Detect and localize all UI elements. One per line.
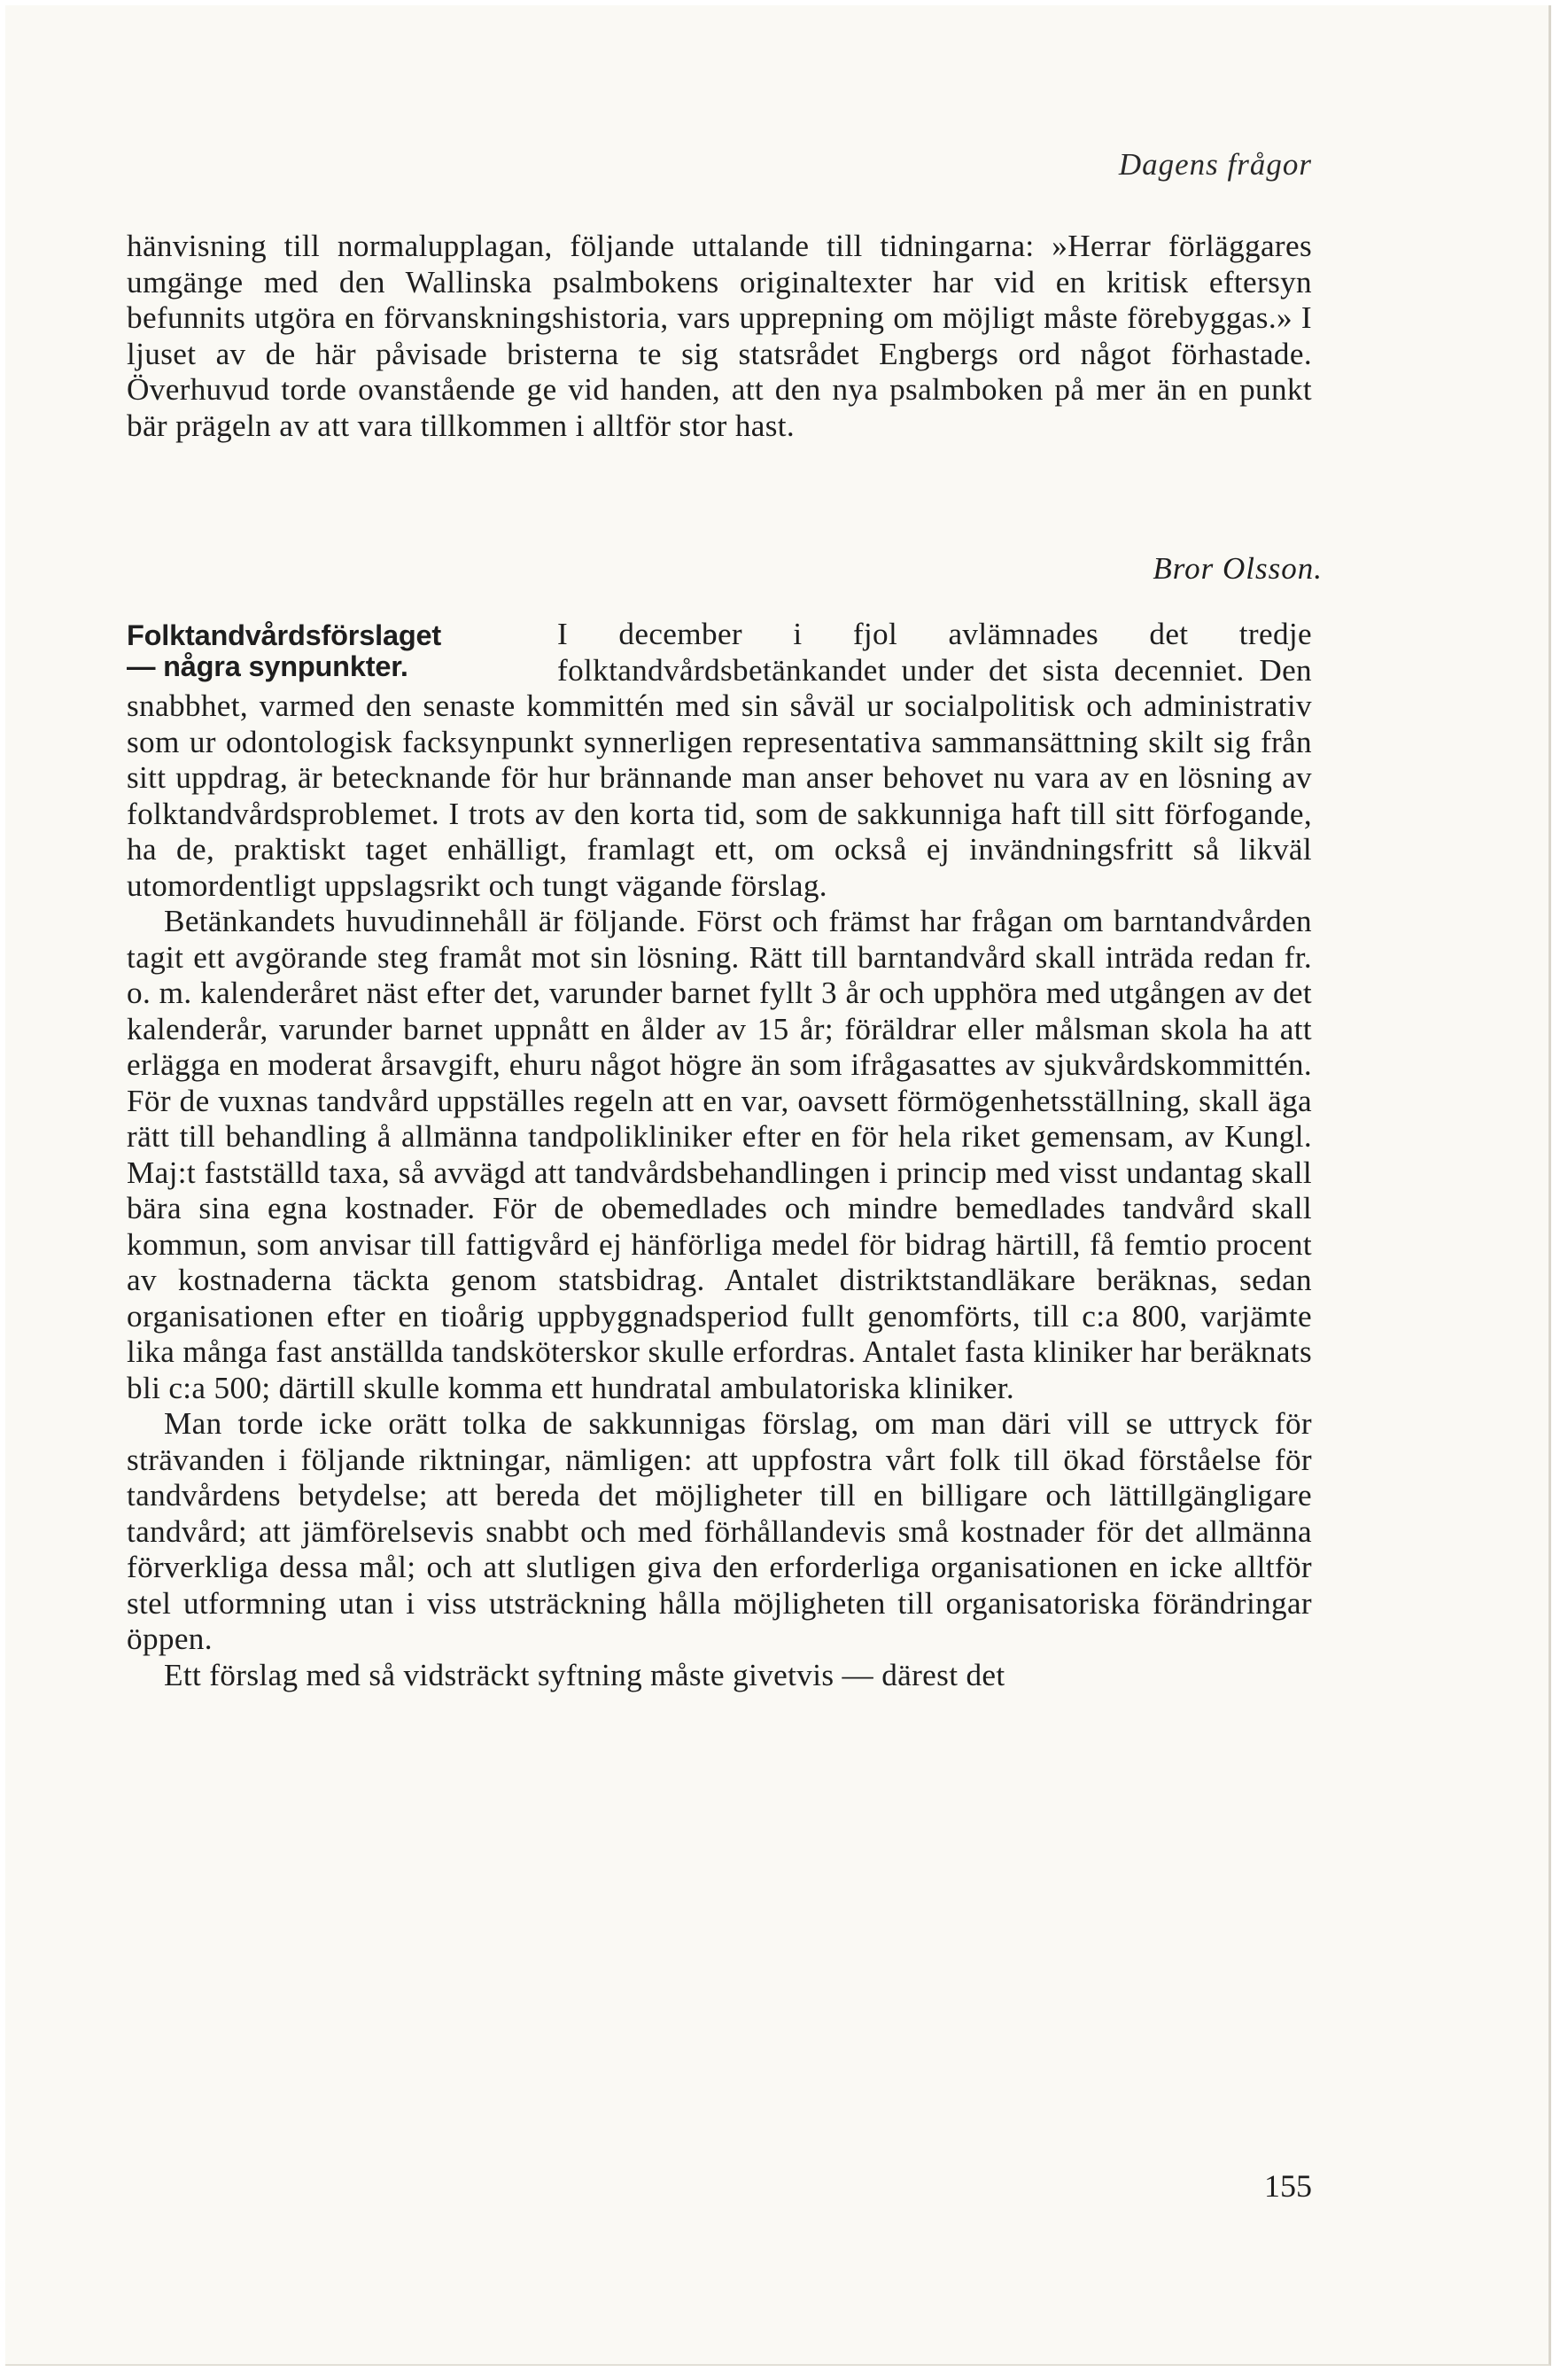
intro-paragraph xyxy=(127,229,1312,444)
rubric-line-1: Folktandvårdsförslaget xyxy=(127,619,441,651)
article-body xyxy=(127,617,1312,1693)
article-paragraph-4: Ett förslag med så vidsträckt syftning måste givetvis — därest det xyxy=(164,1657,1005,1692)
page xyxy=(5,5,1551,2366)
running-head: Dagens frågor xyxy=(1118,147,1312,182)
article-paragraph-2: Betänkandets huvudinnehåll är följande. Först och främst har frågan om barntandvården tagit ett avgörande steg framåt mot sin lösning. Rätt till barntandvård skall inträda redan fr. o. m. kalenderåret näst efter det, varunder barnet fyllt 3 år och upphöra med utgången av det kalenderår, varunder barnet uppnått en ålder av 15 år; föräldrar eller målsman skola ha att erlägga en moderat årsavgift, ehuru något högre än som ifrågasattes av sjukvårdskommittén. För de vuxnas tandvård uppställes regeln att en var, oavsett förmögenhetsställning, skall äga rätt till behandling å allmänna tandpolikliniker efter en för hela riket gemensam, av Kungl. Maj:t fastställd taxa, så avvägd att tandvårdsbehandlingen i princip med visst undantag skall bära sina egna kostnader. För de obemedlades och mindre bemedlades tandvård skall kommun, som anvisar till fattigvård ej hänförliga medel för bidrag härtill, få femtio procent av kostnaderna täckta genom statsbidrag. Antalet distriktstandläkare beräknas, sedan organisationen efter en tioårig uppbyggnadsperiod fullt genomförts, till c:a 800, varjämte lika många fast anställda tandsköterskor skulle erfordras. Antalet fasta kliniker har beräknats bli c:a 500; därtill skulle komma ett hundratal ambulatoriska kliniker. xyxy=(127,904,1312,1405)
author-signature: Bror Olsson. xyxy=(1153,551,1323,586)
intro-text: hänvisning till normalupplagan, följande uttalande till tidningarna: »Herrar förläggares umgänge med den Wallinska psalmbokens originaltexter har vid en kritisk eftersyn befunnits utgöra en förvanskningshistoria, vars upprepning om möjligt måste förebyggas.» I ljuset av de här påvisade bristerna te sig statsrådet Engbergs ord något förhastade. Överhuvud torde ovanstående ge vid handen, att den nya psalmboken på mer än en punkt bär prägeln av att vara tillkommen i alltför stor hast. xyxy=(127,229,1312,443)
article-paragraph-1: I december i fjol avlämnades det tredje folktandvårdsbetänkandet under det sista decenniet. Den snabbhet, varmed den senaste kommittén med sin såväl ur socialpolitisk och administrativ som ur odontologisk facksynpunkt synnerligen representativa sammansättning skilt sig från sitt uppdrag, är betecknande för hur brännande man anser behovet nu vara av en lösning av folktandvårdsproblemet. I trots av den korta tid, som de sakkunniga haft till sitt förfogande, ha de, praktiskt taget enhälligt, framlagt ett, om också ej invändningsfritt så likväl utomordentligt uppslagsrikt och tungt vägande förslag. xyxy=(127,617,1312,903)
article-paragraph-3: Man torde icke orätt tolka de sakkunnigas förslag, om man däri vill se uttryck för strävanden i följande riktningar, nämligen: att uppfostra vårt folk till ökad förståelse för tandvårdens betydelse; att bereda det möjligheter till en billigare och lättillgängligare tandvård; att jämförelsevis snabbt och med förhållandevis små kostnader för det allmänna förverkliga dessa mål; och att slutligen giva den erforderliga organisationen en icke alltför stel utformning utan i viss utsträckning hålla möjligheten till organisatoriska förändringar öppen. xyxy=(127,1406,1312,1656)
rubric-line-2: — några synpunkter. xyxy=(127,650,408,682)
article-rubric xyxy=(127,620,541,682)
page-number: 155 xyxy=(1264,2168,1312,2204)
